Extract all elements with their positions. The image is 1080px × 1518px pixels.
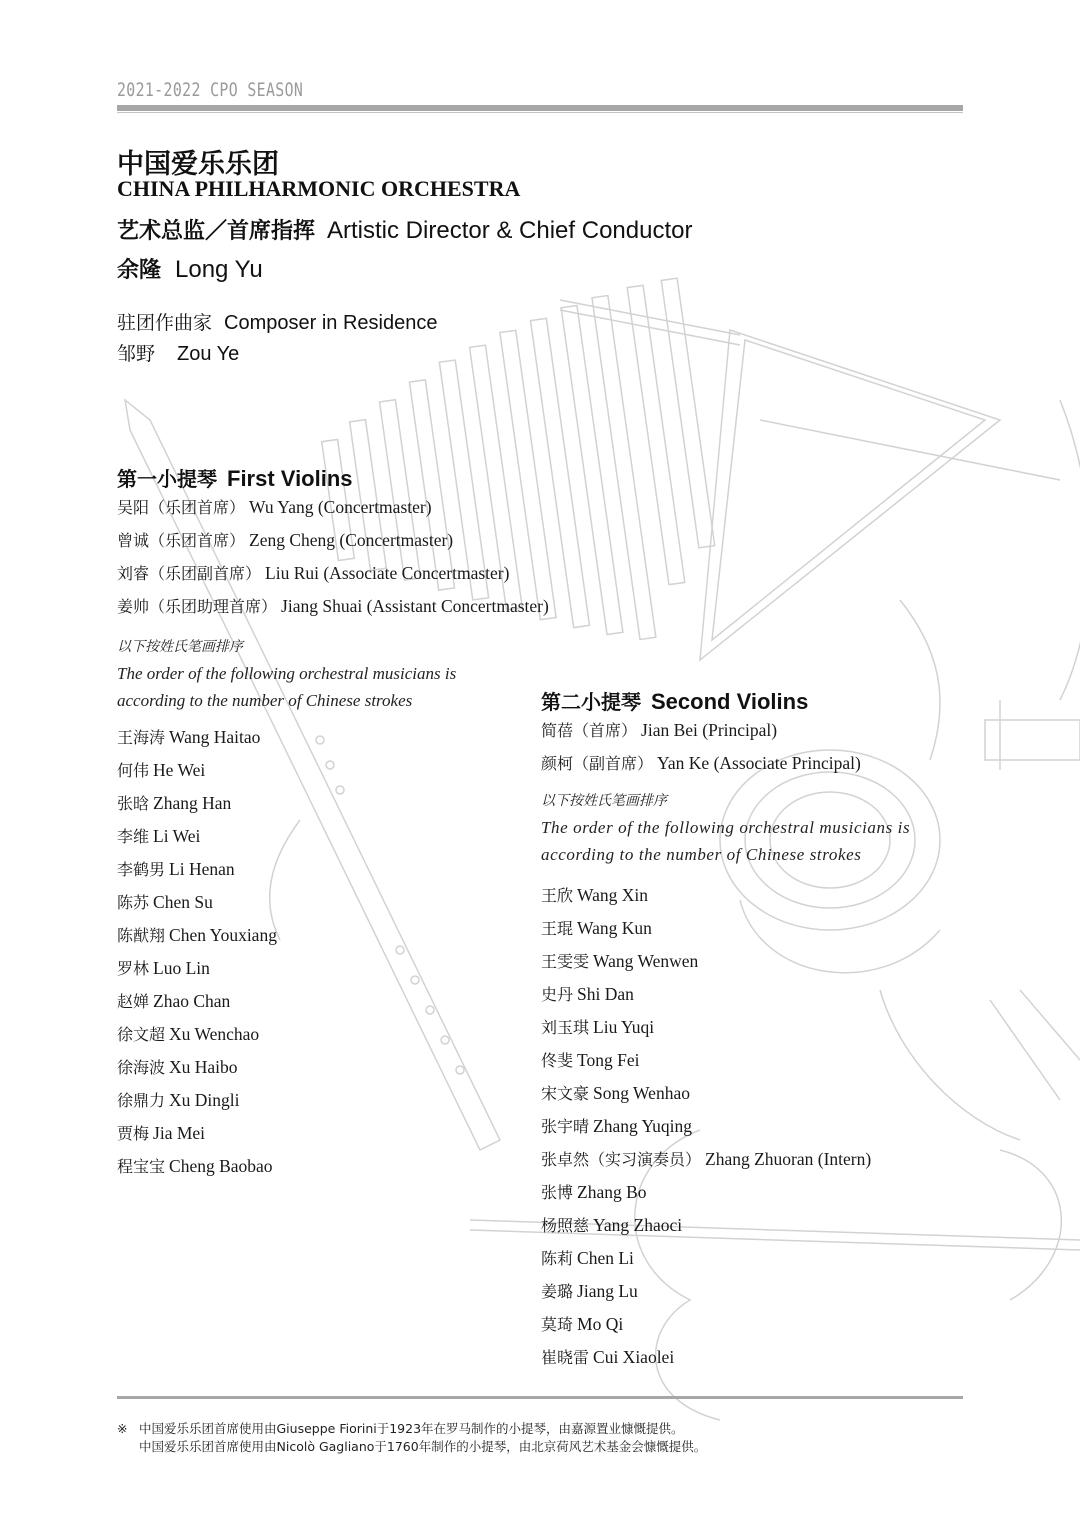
first-violins-order-note bbox=[117, 634, 537, 714]
composer-name-cn: 邹野 bbox=[117, 343, 156, 365]
list-item bbox=[541, 1110, 871, 1143]
member-name-en: Cui Xiaolei bbox=[593, 1347, 675, 1367]
member-name-en: Wang Wenwen bbox=[593, 951, 699, 971]
member-name-cn: 何伟 bbox=[117, 761, 150, 780]
member-name-cn: 徐鼎力 bbox=[117, 1091, 166, 1110]
list-item bbox=[541, 1044, 871, 1077]
member-name-cn: 李维 bbox=[117, 827, 150, 846]
member-name-cn: 刘玉琪 bbox=[541, 1018, 590, 1037]
second-violins-order-note bbox=[541, 788, 973, 868]
member-name-cn: 王雯雯 bbox=[541, 952, 590, 971]
member-name-en: Mo Qi bbox=[577, 1314, 624, 1334]
member-name-cn: 王海涛 bbox=[117, 728, 166, 747]
list-item bbox=[541, 747, 861, 780]
member-name-en: Song Wenhao bbox=[593, 1083, 690, 1103]
member-name-en: Jian Bei (Principal) bbox=[641, 720, 778, 740]
list-item bbox=[117, 1018, 277, 1051]
member-name-cn: 杨照慈 bbox=[541, 1216, 590, 1235]
list-item bbox=[117, 853, 277, 886]
member-name-en: Xu Wenchao bbox=[169, 1024, 260, 1044]
member-name-en: Jiang Shuai (Assistant Concertmaster) bbox=[281, 596, 549, 616]
member-name-cn: 姜帅（乐团助理首席） bbox=[117, 597, 278, 616]
director-title-cn: 艺术总监／首席指挥 bbox=[117, 219, 316, 244]
member-name-en: He Wei bbox=[153, 760, 206, 780]
member-name-cn: 简蓓（首席） bbox=[541, 721, 638, 740]
list-item bbox=[117, 820, 277, 853]
member-name-en: Chen Youxiang bbox=[169, 925, 277, 945]
second-violins-members bbox=[541, 879, 871, 1374]
top-divider-thin bbox=[117, 112, 963, 113]
member-name-cn: 赵婵 bbox=[117, 992, 150, 1011]
bottom-divider bbox=[117, 1396, 963, 1399]
top-divider bbox=[117, 105, 963, 111]
list-item bbox=[117, 886, 277, 919]
member-name-en: Luo Lin bbox=[153, 958, 210, 978]
list-item bbox=[541, 714, 861, 747]
list-item bbox=[541, 1143, 871, 1176]
member-name-cn: 张宇晴 bbox=[541, 1117, 590, 1136]
member-name-en: Zhang Zhuoran (Intern) bbox=[705, 1149, 872, 1169]
member-name-cn: 宋文豪 bbox=[541, 1084, 590, 1103]
footnote-line-2 bbox=[117, 1438, 706, 1456]
first-violins-members bbox=[117, 721, 277, 1183]
member-name-en: Chen Li bbox=[577, 1248, 634, 1268]
member-name-en: Chen Su bbox=[153, 892, 213, 912]
member-name-en: Liu Yuqi bbox=[593, 1017, 655, 1037]
member-name-en: Wu Yang (Concertmaster) bbox=[249, 497, 432, 517]
member-name-cn: 姜璐 bbox=[541, 1282, 574, 1301]
order-note-en-line1: The order of the following orchestral musicians is bbox=[541, 818, 911, 837]
second-violins-principals bbox=[541, 714, 861, 780]
member-name-cn: 徐文超 bbox=[117, 1025, 166, 1044]
member-name-en: Jiang Lu bbox=[577, 1281, 638, 1301]
drum-frame bbox=[985, 400, 1080, 770]
list-item bbox=[117, 952, 277, 985]
composer-title-en: Composer in Residence bbox=[224, 312, 438, 334]
list-item bbox=[541, 1308, 871, 1341]
member-name-cn: 刘睿（乐团副首席） bbox=[117, 564, 262, 583]
orchestra-name-en: CHINA PHILHARMONIC ORCHESTRA bbox=[117, 176, 521, 201]
list-item bbox=[541, 1242, 871, 1275]
member-name-en: Jia Mei bbox=[153, 1123, 206, 1143]
member-name-cn: 张晗 bbox=[117, 794, 150, 813]
member-name-cn: 王琨 bbox=[541, 919, 574, 938]
member-name-cn: 罗林 bbox=[117, 959, 150, 978]
order-note-en-line2: according to the number of Chinese strokes bbox=[541, 845, 862, 864]
member-name-en: Xu Haibo bbox=[169, 1057, 238, 1077]
reference-mark: ※ bbox=[117, 1421, 128, 1436]
director-title bbox=[117, 214, 692, 245]
season-label: 2021-2022 CPO SEASON bbox=[117, 79, 304, 101]
member-name-en: Zhang Han bbox=[153, 793, 232, 813]
member-name-cn: 陈莉 bbox=[541, 1249, 574, 1268]
order-note-cn: 以下按姓氏笔画排序 bbox=[541, 793, 667, 809]
list-item bbox=[117, 1084, 277, 1117]
first-violins-heading-cn: 第一小提琴 bbox=[117, 467, 217, 491]
member-name-en: Li Henan bbox=[169, 859, 235, 879]
member-name-cn: 王欣 bbox=[541, 886, 574, 905]
member-name-cn: 陈苏 bbox=[117, 893, 150, 912]
orchestra-name-cn: 中国爱乐乐团 bbox=[117, 149, 279, 180]
member-name-cn: 贾梅 bbox=[117, 1124, 150, 1143]
member-name-cn: 李鹤男 bbox=[117, 860, 166, 879]
list-item bbox=[117, 1051, 277, 1084]
list-item bbox=[541, 1011, 871, 1044]
member-name-cn: 徐海波 bbox=[117, 1058, 166, 1077]
list-item bbox=[117, 524, 549, 557]
member-name-cn: 程宝宝 bbox=[117, 1157, 166, 1176]
member-name-en: Cheng Baobao bbox=[169, 1156, 273, 1176]
list-item bbox=[117, 787, 277, 820]
list-item bbox=[117, 919, 277, 952]
member-name-en: Wang Kun bbox=[577, 918, 652, 938]
order-note-en-line2: according to the number of Chinese strokes bbox=[117, 691, 413, 710]
director-name-en: Long Yu bbox=[175, 256, 263, 283]
footnote-text-1: 中国爱乐乐团首席使用由Giuseppe Fiorini于1923年在罗马制作的小提琴，由嘉源置业慷慨提供。 bbox=[139, 1421, 684, 1436]
member-name-cn: 张卓然（实习演奏员） bbox=[541, 1150, 702, 1169]
list-item bbox=[541, 912, 871, 945]
list-item bbox=[541, 1077, 871, 1110]
second-violins-heading bbox=[541, 686, 808, 715]
list-item bbox=[541, 1176, 871, 1209]
member-name-cn: 佟斐 bbox=[541, 1051, 574, 1070]
list-item bbox=[117, 721, 277, 754]
member-name-en: Yan Ke (Associate Principal) bbox=[657, 753, 861, 773]
member-name-en: Wang Xin bbox=[577, 885, 649, 905]
footnote-line-1 bbox=[117, 1420, 706, 1438]
list-item bbox=[541, 1209, 871, 1242]
member-name-cn: 陈猷翔 bbox=[117, 926, 166, 945]
footnote-text-2: 中国爱乐乐团首席使用由Nicolò Gagliano于1760年制作的小提琴，由北京荷风艺术基金会慷慨提供。 bbox=[139, 1439, 707, 1454]
member-name-en: Zhang Bo bbox=[577, 1182, 647, 1202]
member-name-en: Wang Haitao bbox=[169, 727, 261, 747]
member-name-en: Zhao Chan bbox=[153, 991, 231, 1011]
list-item bbox=[117, 754, 277, 787]
member-name-en: Li Wei bbox=[153, 826, 201, 846]
list-item bbox=[541, 879, 871, 912]
first-violins-heading bbox=[117, 463, 353, 492]
director-name-cn: 余隆 bbox=[117, 258, 162, 283]
order-note-en-line1: The order of the following orchestral musicians is bbox=[117, 664, 457, 683]
list-item bbox=[117, 985, 277, 1018]
member-name-cn: 颜柯（副首席） bbox=[541, 754, 654, 773]
first-violins-principals bbox=[117, 491, 549, 623]
list-item bbox=[541, 1275, 871, 1308]
member-name-en: Zeng Cheng (Concertmaster) bbox=[249, 530, 454, 550]
member-name-cn: 张博 bbox=[541, 1183, 574, 1202]
list-item bbox=[117, 557, 549, 590]
footnote bbox=[117, 1420, 706, 1456]
first-violins-heading-en: First Violins bbox=[227, 466, 353, 491]
second-violins-heading-en: Second Violins bbox=[651, 689, 809, 714]
member-name-cn: 崔晓雷 bbox=[541, 1348, 590, 1367]
list-item bbox=[541, 945, 871, 978]
member-name-cn: 吴阳（乐团首席） bbox=[117, 498, 246, 517]
composer-title bbox=[117, 308, 437, 335]
list-item bbox=[117, 1117, 277, 1150]
member-name-cn: 莫琦 bbox=[541, 1315, 574, 1334]
member-name-cn: 曾诚（乐团首席） bbox=[117, 531, 246, 550]
member-name-en: Shi Dan bbox=[577, 984, 634, 1004]
member-name-en: Liu Rui (Associate Concertmaster) bbox=[265, 563, 510, 583]
member-name-en: Xu Dingli bbox=[169, 1090, 240, 1110]
list-item bbox=[117, 491, 549, 524]
member-name-cn: 史丹 bbox=[541, 985, 574, 1004]
triangle-instrument bbox=[700, 330, 1060, 660]
member-name-en: Zhang Yuqing bbox=[593, 1116, 693, 1136]
director-title-en: Artistic Director & Chief Conductor bbox=[327, 217, 693, 244]
member-name-en: Tong Fei bbox=[577, 1050, 640, 1070]
list-item bbox=[117, 590, 549, 623]
director-name bbox=[117, 253, 263, 284]
list-item bbox=[541, 1341, 871, 1374]
list-item bbox=[117, 1150, 277, 1183]
composer-name-en: Zou Ye bbox=[177, 343, 240, 365]
second-violins-heading-cn: 第二小提琴 bbox=[541, 690, 641, 714]
list-item bbox=[541, 978, 871, 1011]
member-name-en: Yang Zhaoci bbox=[593, 1215, 683, 1235]
order-note-cn: 以下按姓氏笔画排序 bbox=[117, 639, 243, 655]
composer-title-cn: 驻团作曲家 bbox=[117, 312, 213, 334]
composer-name bbox=[117, 339, 239, 366]
